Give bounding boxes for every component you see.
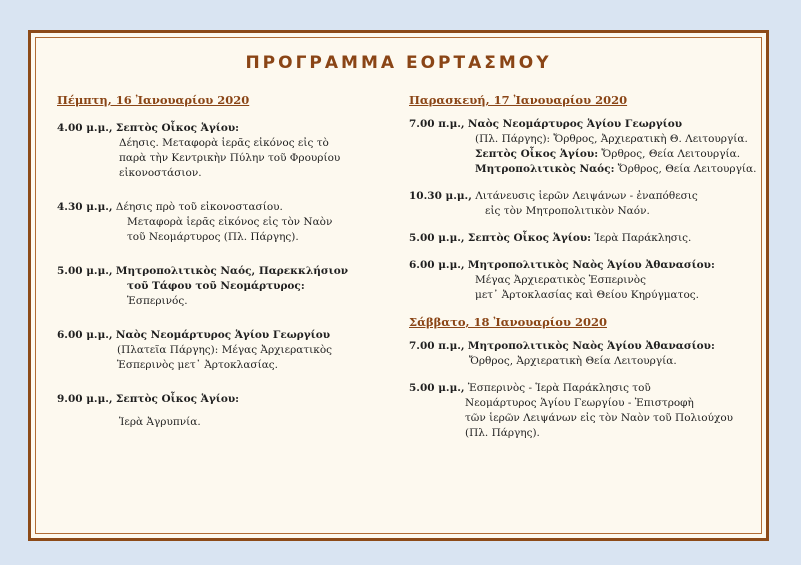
schedule-entry: 5.00 μ.μ., Σεπτὸς Οἶκος Ἁγίου: Ἱερὰ Παράκλησις. [409,232,692,244]
day-heading-saturday: Σάββατο, 18 Ἰανουαρίου 2020 [409,315,607,329]
schedule-entry: 6.00 μ.μ., Ναὸς Νεομάρτυρος Ἁγίου Γεωργίου (Πλατεῖα Πάργης): Μέγας Ἀρχιερατικὸς Ἑσπερινὸς μετ᾽ Ἀρτοκλασίας. [57,329,333,371]
day-heading-thursday: Πέμπτη, 16 Ἰανουαρίου 2020 [57,93,250,107]
schedule-entry: 9.00 μ.μ., Σεπτὸς Οἶκος Ἁγίου: Ἱερὰ Ἀγρυπνία. [57,393,240,428]
schedule-entry: 5.00 μ.μ., Ἑσπερινὸς - Ἱερὰ Παράκλησις τοῦ Νεομάρτυρος Ἁγίου Γεωργίου - Ἐπιστροφὴ τῶν ἱερῶν Λειψάνων εἰς τὸν Ναὸν τοῦ Πολιούχου (Πλ. Πάργης). [409,382,734,439]
program-title: ΠΡΟΓΡΑΜΜΑ ΕΟΡΤΑΣΜΟΥ [245,53,552,73]
left-column [57,93,377,449]
schedule-entry: 7.00 π.μ., Ναὸς Νεομάρτυρος Ἁγίου Γεωργίου (Πλ. Πάργης): Ὄρθρος, Ἀρχιερατικὴ Θ. Λειτουργία. Σεπτὸς Οἶκος Ἁγίου: Ὄρθρος, Θεία Λειτουργία. Μητροπολιτικὸς Ναός: Ὄρθρος, Θεία Λειτουργία. [409,118,757,175]
program-card [28,30,769,541]
schedule-entry: 6.00 μ.μ., Μητροπολιτικὸς Ναὸς Ἁγίου Ἀθανασίου: Μέγας Ἀρχιερατικὸς Ἑσπερινὸς μετ᾽ Ἀρτοκλασίας καὶ Θείου Κηρύγματος. [409,259,715,301]
day-heading-friday: Παρασκευή, 17 Ἰανουαρίου 2020 [409,93,628,107]
right-column [409,93,757,453]
schedule-entry: 7.00 π.μ., Μητροπολιτικὸς Ναὸς Ἁγίου Ἀθανασίου: Ὄρθρος, Ἀρχιερατικὴ Θεία Λειτουργία. [409,340,715,367]
schedule-entry: 4.30 μ.μ., Δέησις πρὸ τοῦ εἰκονοστασίου. Μεταφορὰ ἱερᾶς εἰκόνος εἰς τὸν Ναὸν τοῦ Νεομάρτυρος (Πλ. Πάργης). [57,201,333,243]
schedule-entry: 10.30 μ.μ., Λιτάνευσις ἱερῶν Λειψάνων - ἐναπόθεσις εἰς τὸν Μητροπολιτικὸν Ναόν. [409,190,698,217]
schedule-entry: 5.00 μ.μ., Μητροπολιτικὸς Ναός, Παρεκκλήσιον τοῦ Τάφου τοῦ Νεομάρτυρος: Ἑσπερινός. [57,265,349,307]
schedule-entry: 4.00 μ.μ., Σεπτὸς Οἶκος Ἁγίου: Δέησις. Μεταφορὰ ἱερᾶς εἰκόνος εἰς τὸ παρὰ τὴν Κεντρικὴν Πύλην τοῦ Φρουρίου εἰκονοστάσιον. [57,122,341,179]
